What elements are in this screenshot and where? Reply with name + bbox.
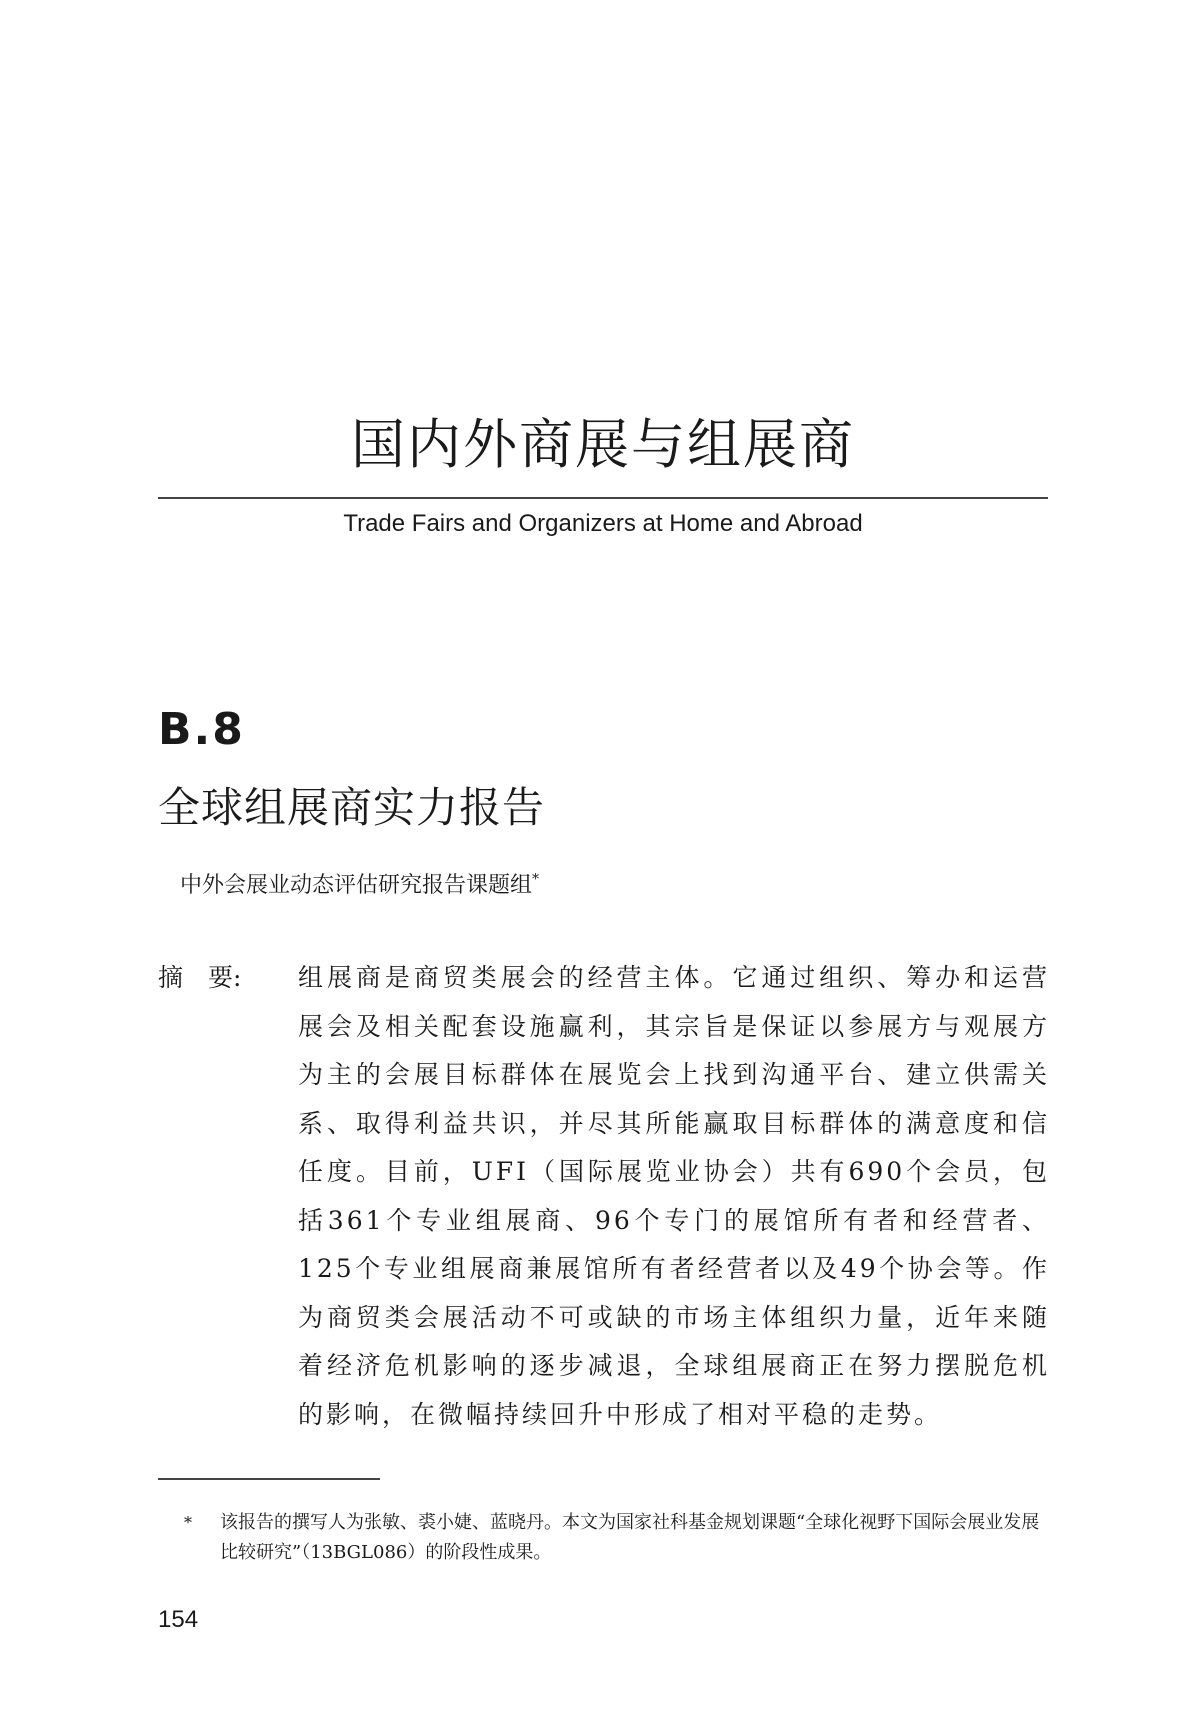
- title-divider: [158, 497, 1048, 499]
- footnote: [184, 1508, 1050, 1568]
- footnote-text: 该报告的撰写人为张敏、裘小婕、蓝晓丹。本文为国家社科基金规划课题“全球化视野下国际会展业发展比较研究”（13BGL086）的阶段性成果。: [220, 1512, 1040, 1563]
- section-subtitle: Trade Fairs and Organizers at Home and Abroad: [343, 510, 863, 537]
- author-footnote-mark[interactable]: *: [532, 871, 540, 888]
- author-line: [180, 868, 539, 899]
- abstract-text: 组展商是商贸类展会的经营主体。它通过组织、筹办和运营展会及相关配套设施赢利，其宗旨是保证以参展方与观展方为主的会展目标群体在展览会上找到沟通平台、建立供需关系、取得利益共识，并尽其所能赢取目标群体的满意度和信任度。目前，UFI（国际展览业协会）共有690个会员，包括361个专业组展商、96个专门的展馆所有者和经营者、125个专业组展商兼展馆所有者经营者以及49个协会等。作为商贸类会展活动不可或缺的市场主体组织力量，近年来随着经济危机影响的逐步减退，全球组展商正在努力摆脱危机的影响，在微幅持续回升中形成了相对平稳的走势。: [298, 963, 1050, 1429]
- section-title: 国内外商展与组展商: [351, 413, 855, 476]
- chapter-title: 全球组展商实力报告: [158, 783, 546, 832]
- abstract-label: 摘 要:: [158, 963, 242, 992]
- footnote-mark: *: [184, 1513, 192, 1532]
- footnote-divider: [158, 1478, 380, 1480]
- chapter-code: B.8: [158, 704, 245, 755]
- author-name: 中外会展业动态评估研究报告课题组: [180, 873, 533, 898]
- page-number: 154: [158, 1606, 199, 1633]
